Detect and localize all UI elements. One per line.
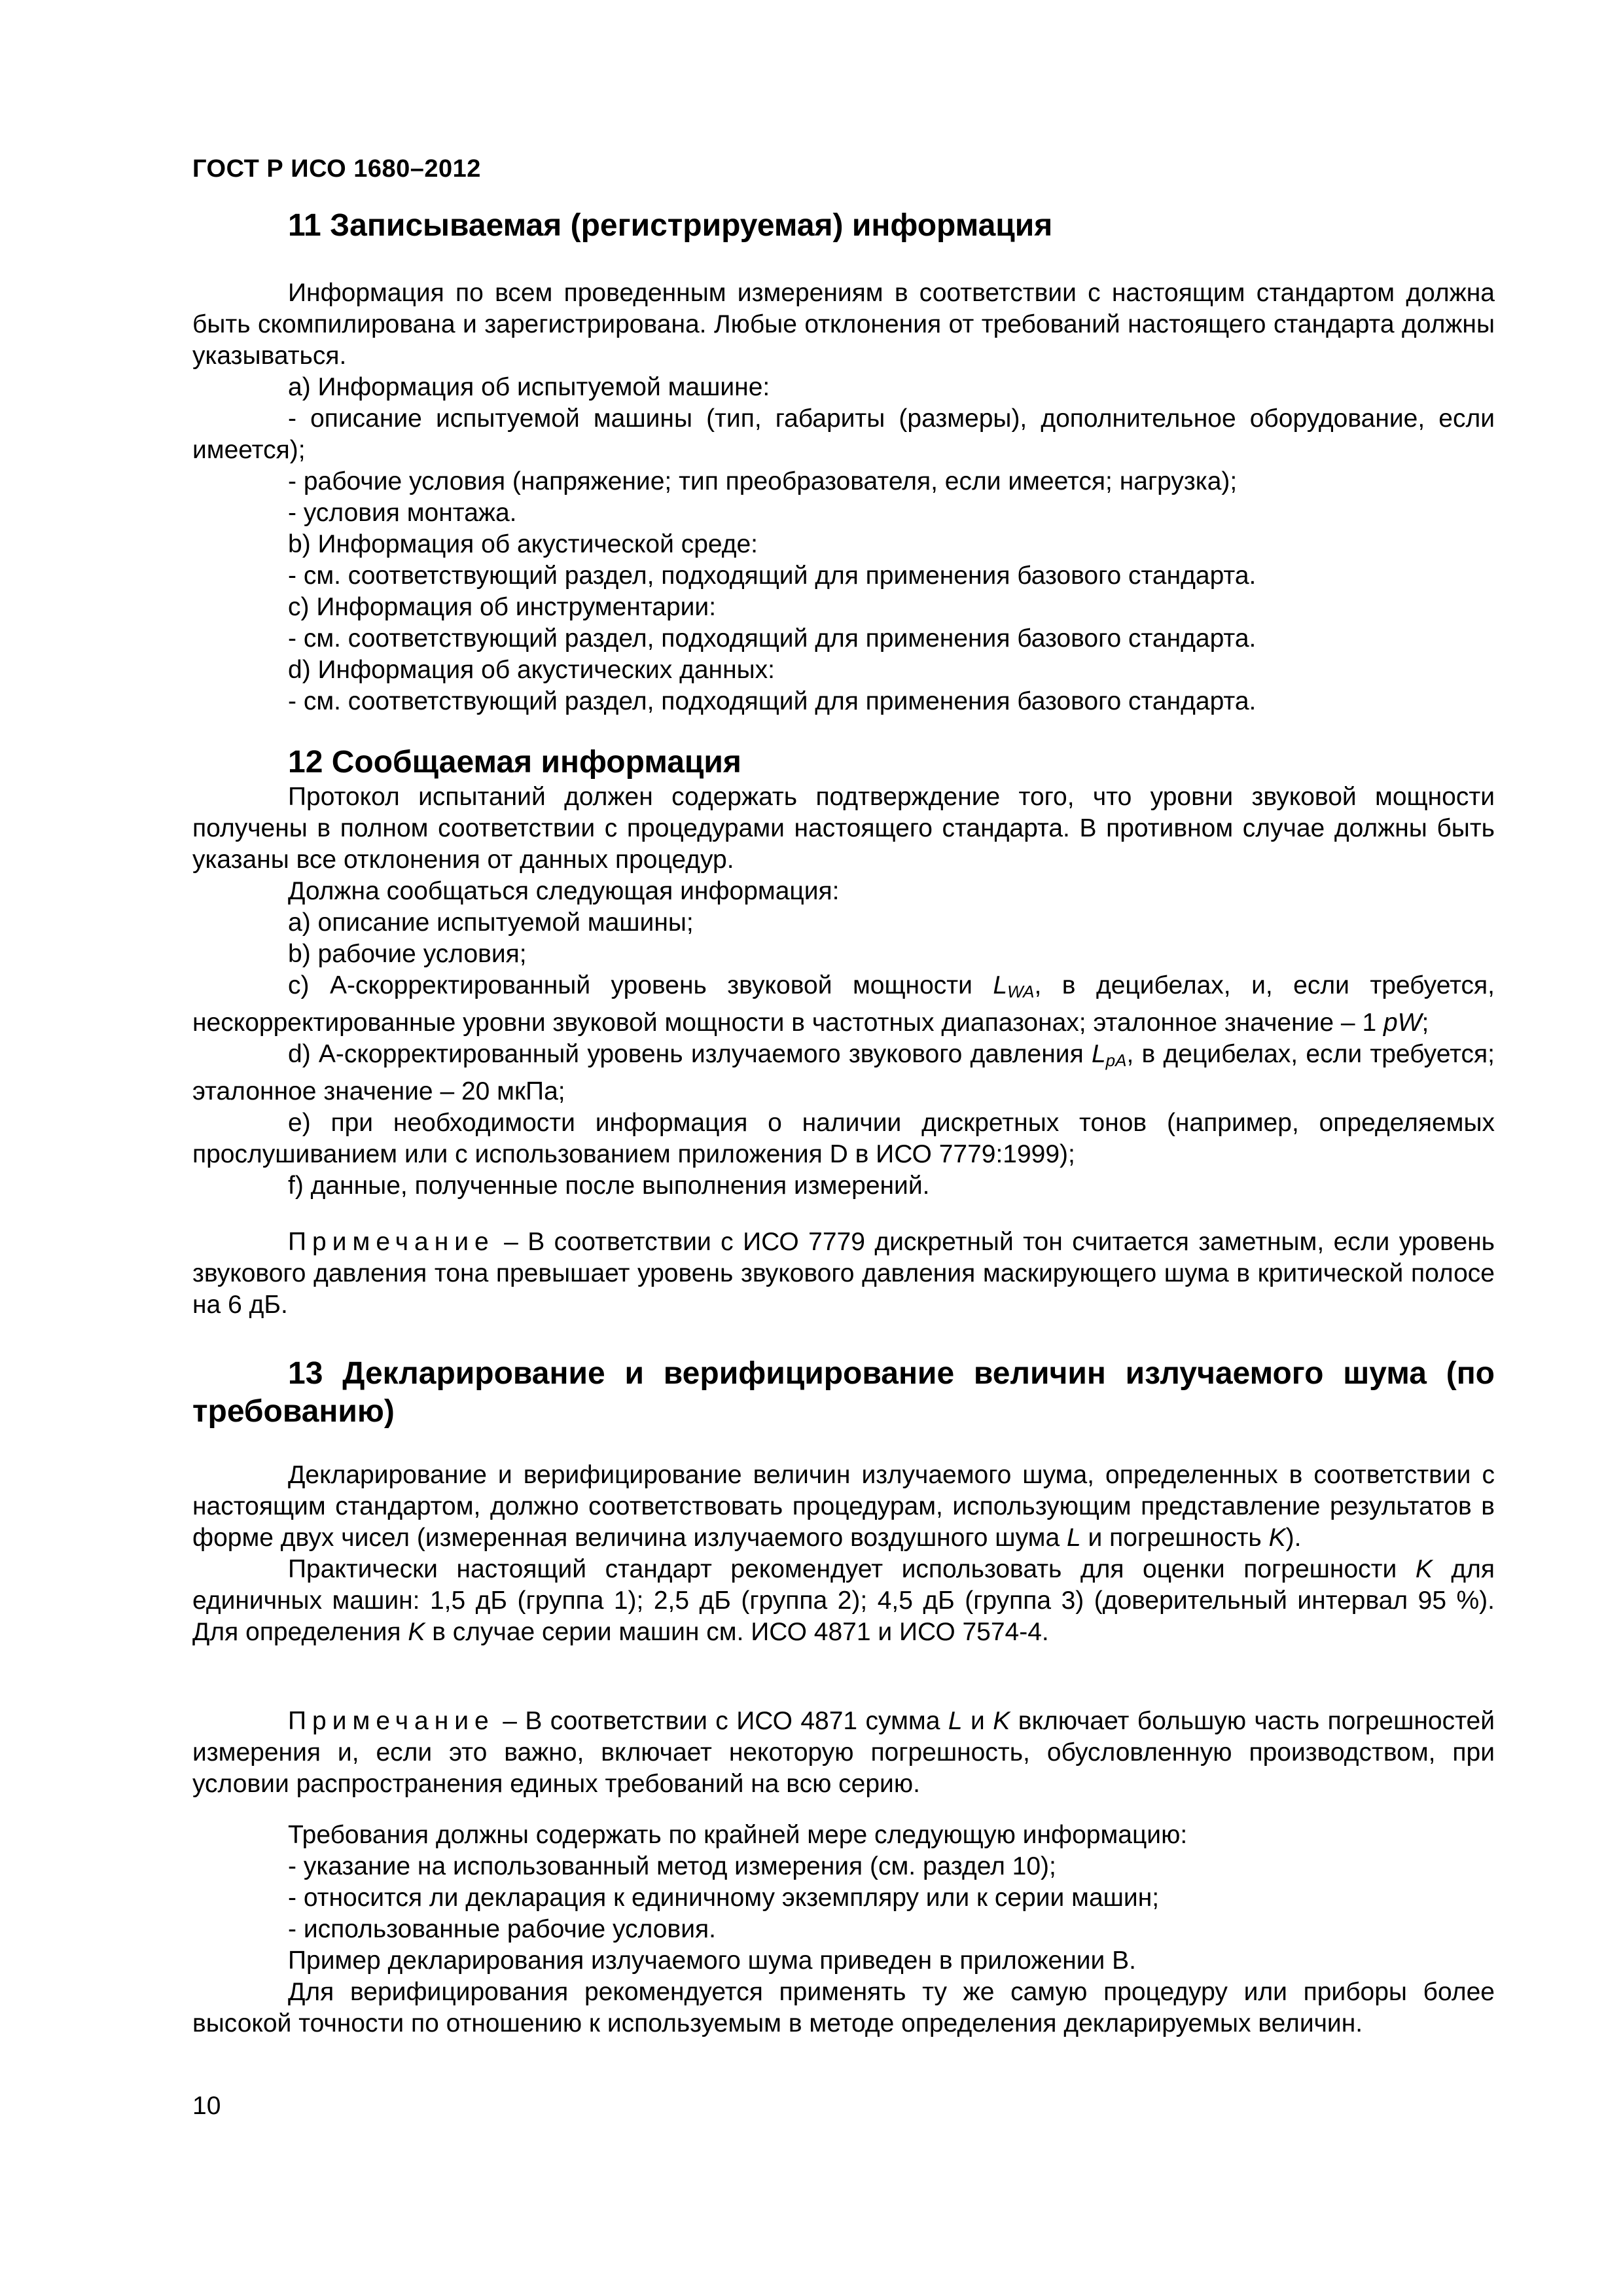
s11-intro: Информация по всем проведенным измерениям в соответствии с настоящим стандартом должна быть скомпилирована и зарегистрирована. Любые отклонения от требований настоящего стандарта должны указываться. xyxy=(192,279,1495,370)
s11-item-9: d) Информация об акустических данных: xyxy=(288,656,775,684)
s12-item-c: с) А-скорректированный уровень звуковой мощности $L_{WA}$, в децибелах, и, если требуется, нескорректированные уровни звуковой мощности в частотных диапазонах; эталонное значение – 1 pW; xyxy=(192,971,1495,1037)
note-label: Примечание xyxy=(288,1707,495,1735)
s13-requirements-intro: Требования должны содержать по крайней мере следующую информацию: xyxy=(288,1821,1188,1849)
s11-item-5: b) Информация об акустической среде: xyxy=(288,530,758,558)
s13-paragraph-2: Практически настоящий стандарт рекомендует использовать для оценки погрешности K для единичных машин: 1,5 дБ (группа 1); 2,5 дБ (группа 2); 4,5 дБ (группа 3) (доверительный интервал 95 %). Для определения K в случае серии машин см. ИСО 4871 и ИСО 7574-4. xyxy=(192,1555,1495,1646)
s11-item-6: - см. соответствующий раздел, подходящий для применения базового стандарта. xyxy=(288,562,1257,590)
s11-item-4: - условия монтажа. xyxy=(288,499,517,527)
page-content xyxy=(192,207,1495,2039)
section-11-title: 11 Записываемая (регистрируемая) информация xyxy=(288,208,1053,243)
page-number: 10 xyxy=(192,2092,221,2120)
section-12-title: 12 Сообщаемая информация xyxy=(288,745,741,780)
s12-paragraph-1: Протокол испытаний должен содержать подтверждение того, что уровни звуковой мощности получены в полном соответствии с процедурами настоящего стандарта. В противном случае должны быть указаны все отклонения от данных процедур. xyxy=(192,783,1495,874)
s12-item-e: е) при необходимости информация о наличии дискретных тонов (например, определяемых прослушиванием или с использованием приложения D в ИСО 7779:1999); xyxy=(192,1109,1495,1168)
s11-item-3: - рабочие условия (напряжение; тип преобразователя, если имеется; нагрузка); xyxy=(288,467,1238,495)
s11-item-8: - см. соответствующий раздел, подходящий для применения базового стандарта. xyxy=(288,624,1257,653)
s13-requirement-1: - указание на использованный метод измерения (см. раздел 10); xyxy=(288,1852,1056,1880)
s13-paragraph-1: Декларирование и верифицирование величин излучаемого шума, определенных в соответствии с настоящим стандартом, должно соответствовать процедурам, использующим представление результатов в форме двух чисел (измеренная величина излучаемого воздушного шума L и погрешность K). xyxy=(192,1461,1495,1552)
s11-item-7: c) Информация об инструментарии: xyxy=(288,593,717,621)
s12-note: Примечание – В соответствии с ИСО 7779 дискретный тон считается заметным, если уровень звукового давления тона превышает уровень звукового давления маскирующего шума в критической полосе на 6 дБ. xyxy=(192,1228,1495,1319)
s12-paragraph-2: Должна сообщаться следующая информация: xyxy=(288,877,840,905)
s13-verification: Для верифицирования рекомендуется применять ту же самую процедуру или приборы более высокой точности по отношению к используемым в методе определения декларируемых величин. xyxy=(192,1978,1495,2037)
s12-item-f: f) данные, полученные после выполнения измерений. xyxy=(288,1172,930,1200)
s13-requirement-2: - относится ли декларация к единичному экземпляру или к серии машин; xyxy=(288,1884,1160,1912)
s11-item-1: а) Информация об испытуемой машине: xyxy=(288,373,770,401)
s13-example: Пример декларирования излучаемого шума приведен в приложении В. xyxy=(288,1946,1136,1975)
s11-item-10: - см. соответствующий раздел, подходящий для применения базового стандарта. xyxy=(288,687,1257,715)
s12-item-a: а) описание испытуемой машины; xyxy=(288,908,694,937)
s12-item-b: b) рабочие условия; xyxy=(288,940,527,968)
section-13-title: 13 Декларирование и верифицирование величин излучаемого шума (по требованию) xyxy=(192,1356,1495,1429)
note-label: Примечание xyxy=(288,1228,495,1256)
s13-requirement-3: - использованные рабочие условия. xyxy=(288,1915,716,1943)
s13-note: Примечание – В соответствии с ИСО 4871 сумма L и K включает большую часть погрешностей измерения и, если это важно, включает некоторую погрешность, обусловленную производством, при условии распространения единых требований на всю серию. xyxy=(192,1707,1495,1798)
s12-item-d: d) А-скорректированный уровень излучаемого звукового давления $L_{pA}$, в децибелах, если требуется; эталонное значение – 20 мкПа; xyxy=(192,1040,1495,1105)
s11-item-2: - описание испытуемой машины (тип, габариты (размеры), дополнительное оборудование, если имеется); xyxy=(192,404,1495,464)
document-header: ГОСТ Р ИСО 1680–2012 xyxy=(192,155,481,183)
